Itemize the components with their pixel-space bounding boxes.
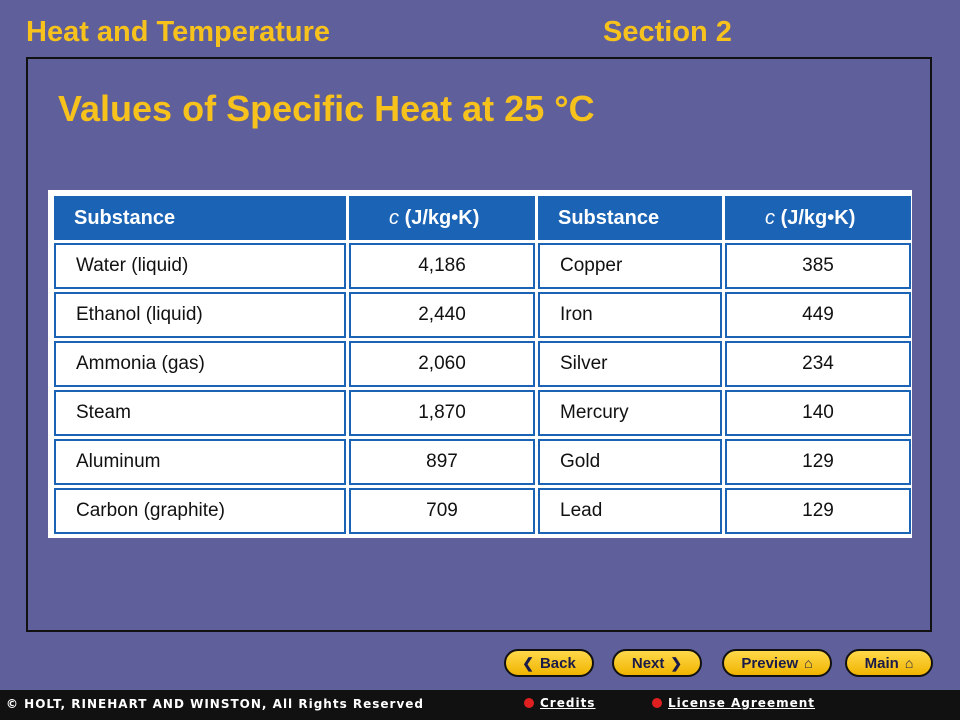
column-header-specific-heat [725,196,911,240]
table-row [54,341,911,387]
specific-heat-symbol: c [765,206,775,229]
main-label: Main [864,654,899,672]
specific-heat-table [48,190,912,538]
home-icon: ⌂ [804,655,813,671]
substance-cell: Carbon (graphite) [54,488,346,534]
table-row [54,292,911,338]
substance-cell: Aluminum [54,439,346,485]
substance-cell: Iron [538,292,722,338]
substance-cell: Gold [538,439,722,485]
bullet-icon [652,698,662,708]
chevron-left-icon: ❮ [522,654,534,671]
specific-heat-cell: 4,186 [349,243,535,289]
specific-heat-unit: (J/kg•K) [404,206,480,229]
specific-heat-cell: 897 [349,439,535,485]
license-label: License Agreement [668,696,816,710]
specific-heat-cell: 140 [725,390,911,436]
substance-cell: Steam [54,390,346,436]
preview-button[interactable] [722,649,832,677]
specific-heat-cell: 234 [725,341,911,387]
specific-heat-cell: 129 [725,488,911,534]
table-row [54,439,911,485]
specific-heat-cell: 449 [725,292,911,338]
specific-heat-cell: 1,870 [349,390,535,436]
slide-title: Values of Specific Heat at 25 °C [58,88,595,129]
next-label: Next [631,654,665,672]
back-button[interactable] [504,649,594,677]
license-agreement-link[interactable] [652,696,815,710]
home-icon: ⌂ [904,655,914,671]
substance-cell: Ammonia (gas) [54,341,346,387]
table-row [54,243,911,289]
substance-cell: Ethanol (liquid) [54,292,346,338]
specific-heat-symbol: c [389,206,399,229]
specific-heat-cell: 709 [349,488,535,534]
bullet-icon [524,698,534,708]
table-row [54,488,911,534]
header-title: Heat and Temperature [26,16,331,48]
credits-label: Credits [540,696,596,710]
specific-heat-unit: (J/kg•K) [780,206,856,229]
column-header-substance: Substance [538,196,722,240]
credits-link[interactable] [524,696,595,710]
substance-cell: Silver [538,341,722,387]
specific-heat-cell: 2,440 [349,292,535,338]
column-header-specific-heat [349,196,535,240]
main-button[interactable] [845,649,933,677]
copyright-text: © HOLT, RINEHART AND WINSTON, All Rights Reserved [6,697,425,711]
next-button[interactable] [612,649,702,677]
substance-cell: Water (liquid) [54,243,346,289]
chevron-right-icon: ❯ [670,654,683,671]
header-section: Section 2 [603,16,732,48]
table-row [54,390,911,436]
specific-heat-cell: 2,060 [349,341,535,387]
substance-cell: Copper [538,243,722,289]
specific-heat-cell: 385 [725,243,911,289]
substance-cell: Lead [538,488,722,534]
substance-cell: Mercury [538,390,722,436]
preview-label: Preview [741,654,799,672]
back-label: Back [539,654,576,672]
footer-bar [0,690,960,720]
column-header-substance: Substance [54,196,346,240]
table-header-row [54,196,911,240]
specific-heat-cell: 129 [725,439,911,485]
